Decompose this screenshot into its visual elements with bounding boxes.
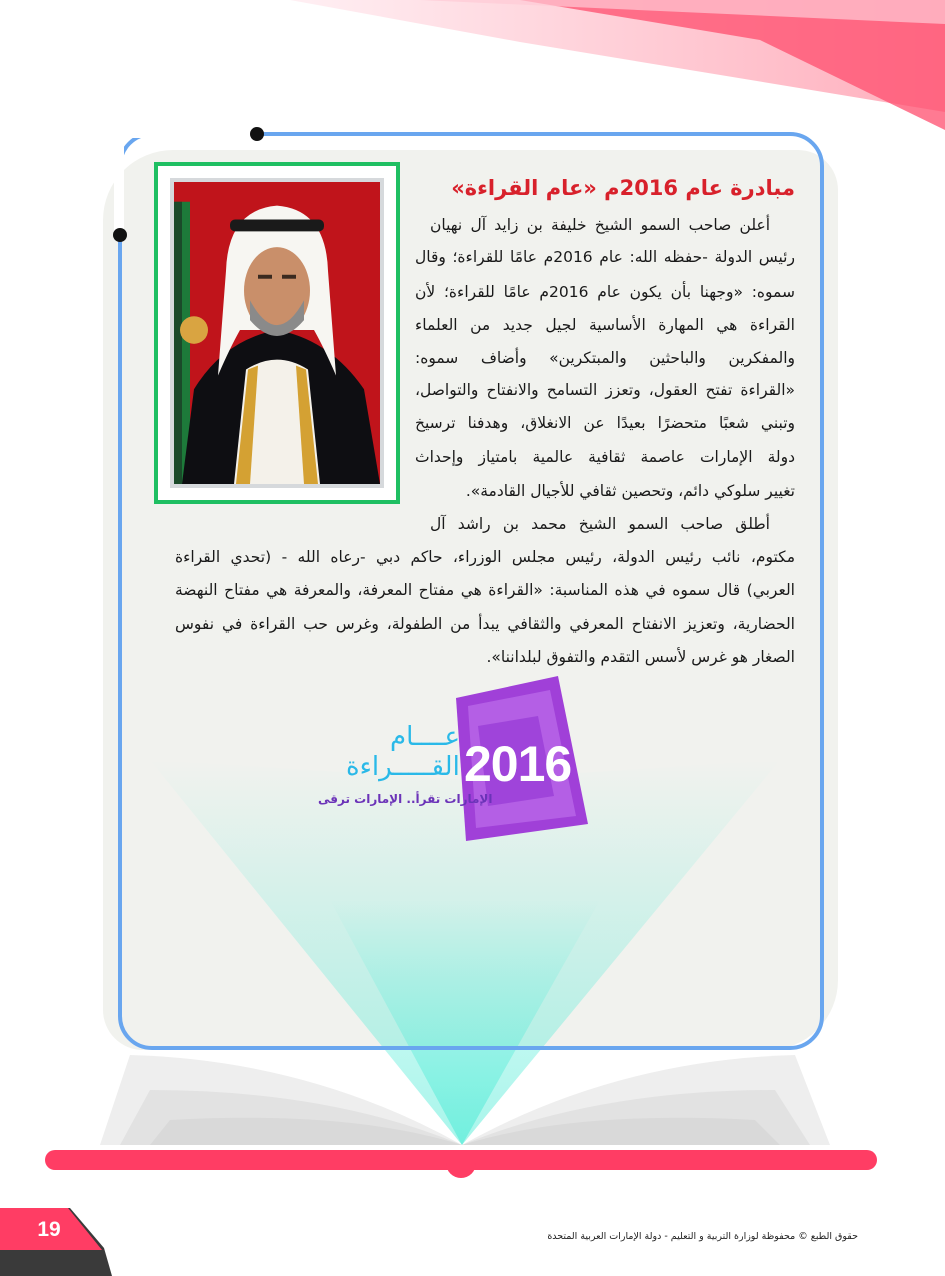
paragraph-line: أطلق صاحب السمو الشيخ محمد بن راشد آل	[430, 515, 770, 533]
paragraph-line: العربي) قال سموه في هذه المناسبة: «القراءة هي مفتاح المعرفة، والمعرفة هي مفتاح النهضة	[175, 581, 795, 599]
paragraph-line: مكتوم، نائب رئيس الدولة، رئيس مجلس الوزراء، حاكم دبي -رعاه الله - (تحدي القراءة	[175, 548, 795, 566]
logo-word-reading: القـــــراءة	[346, 752, 460, 782]
paragraph-line: والمفكرين والباحثين والمبتكرين» وأضاف سموه:	[415, 349, 795, 367]
portrait-frame	[154, 162, 400, 504]
paragraph-line: رئيس الدولة -حفظه الله: عام 2016م عامًا للقراءة؛ وقال	[415, 248, 795, 266]
frame-dot-left	[113, 228, 127, 242]
paragraph-line: تغيير سلوكي دائم، وتحصين ثقافي للأجيال القادمة».	[465, 482, 795, 500]
paragraph-line: الصغار هو غرس لأسس التقدم والتفوق لبلداننا».	[486, 648, 795, 666]
paragraph-line: سموه: «وجهنا بأن يكون عام 2016م عامًا للقراءة؛ لأن	[415, 283, 795, 301]
paragraph-line: وتبني شعبًا متحضرًا بعيدًا عن الانغلاق، وهدفنا ترسيخ	[415, 414, 795, 432]
frame-gap-left	[114, 132, 124, 234]
portrait-illustration	[174, 182, 380, 484]
logo-tagline: الإمارات تقرأ.. الإمارات ترقى	[318, 792, 493, 806]
frame-dot-top	[250, 127, 264, 141]
paragraph-line: «القراءة تفتح العقول، وتعزز التسامح والانفتاح والتواصل،	[415, 381, 795, 399]
page-number: 19	[37, 1218, 61, 1241]
open-book-illustration	[90, 1020, 855, 1160]
paragraph-line: دولة الإمارات عاصمة ثقافية عالمية بامتياز وإحداث	[415, 448, 795, 466]
portrait-photo	[170, 178, 384, 488]
article-title: مبادرة عام 2016م «عام القراءة»	[451, 176, 795, 200]
copyright-notice: حقوق الطبع © محفوظة لوزارة التربية و التعليم - دولة الإمارات العربية المتحدة	[547, 1231, 858, 1242]
frame-gap-top	[118, 128, 258, 138]
paragraph-line: القراءة هي المهارة الأساسية لجيل جديد من العلماء	[415, 316, 795, 334]
logo-word-year: عــــام	[390, 722, 461, 752]
paragraph-line: أعلن صاحب السمو الشيخ خليفة بن زايد آل نهيان	[430, 216, 770, 234]
paragraph-line: الحضارية، وتعزيز الانفتاح المعرفي والثقافي يبدأ من الطفولة، وغرس حب القراءة في نفوس	[175, 615, 795, 633]
logo-year: 2016	[464, 736, 572, 792]
